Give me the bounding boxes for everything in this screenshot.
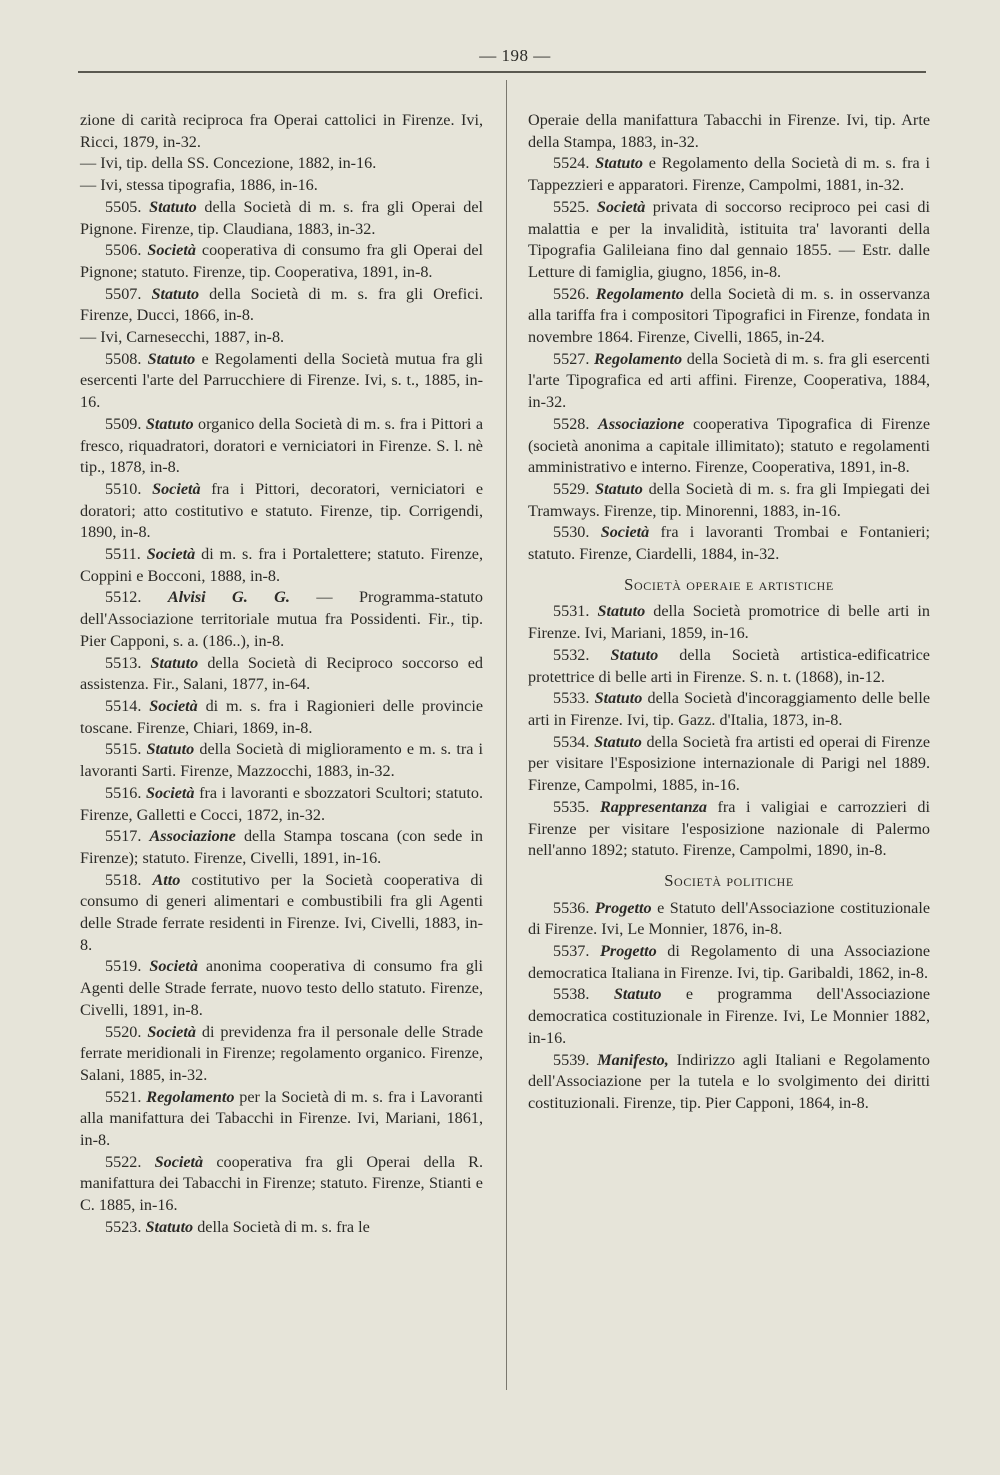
- bibliography-entry: [80, 479, 483, 544]
- bibliography-entry: [80, 349, 483, 414]
- entry-number: 5537.: [553, 942, 590, 961]
- entry-number: 5515.: [105, 740, 142, 759]
- entry-number: 5509.: [105, 414, 142, 433]
- bibliography-entry: [80, 414, 483, 479]
- bibliography-entry: [528, 349, 930, 414]
- entry-keyword: Statuto: [149, 197, 197, 216]
- bibliography-entry: [80, 653, 483, 696]
- bibliography-entry: [80, 587, 483, 652]
- column-divider: [506, 80, 507, 1390]
- entry-number: 5517.: [105, 827, 142, 846]
- entry-text: e Regolamento della Società di m. s. fra i Tappezzieri e apparatori. Firenze, Campolmi, 1881, in-32.: [528, 154, 931, 195]
- left-column: [80, 110, 483, 1239]
- entry-number: 5518.: [105, 870, 142, 889]
- section-heading: Società operaie e artistiche: [624, 574, 834, 594]
- entry-keyword: Statuto: [150, 653, 199, 672]
- entry-number: 5523.: [105, 1217, 142, 1236]
- entry-keyword: Società: [146, 545, 196, 564]
- entry-text: cooperativa di consumo fra gli Operai del Pignone; statuto. Firenze, tip. Cooperativa, 1891, in-8.: [80, 241, 483, 281]
- bibliography-entry: [528, 898, 930, 941]
- bibliography-entry: [528, 522, 930, 565]
- entry-text: della Società di m. s. fra gli Orefici. Firenze, Ducci, 1866, in-8.: [80, 284, 483, 325]
- entry-keyword: Regolamento: [595, 284, 684, 303]
- entry-text: della Società di m. s. fra gli Impiegati dei Tramways. Firenze, tip. Minorenni, 1883, in-16.: [528, 479, 930, 520]
- entry-number: 5521.: [105, 1087, 142, 1106]
- bibliography-entry: [528, 197, 930, 284]
- bibliography-entry: [528, 645, 930, 688]
- entry-text: della Società fra artisti ed operai di Firenze per visitare l'Esposizione internazionale di Parigi nel 1889. Firenze, Campolmi, 1885, in-16.: [528, 732, 931, 795]
- entry-keyword: Progetto: [600, 942, 657, 961]
- right-column: [528, 110, 930, 1115]
- bibliography-entry: [528, 601, 930, 644]
- bibliography-entry: [80, 956, 483, 1021]
- bibliography-entry: [80, 783, 483, 826]
- entry-continuation: Operaie della manifattura Tabacchi in Firenze. Ivi, tip. Arte della Stampa, 1883, in-32.: [528, 111, 930, 151]
- entry-text: della Società di m. s. fra le: [197, 1217, 370, 1236]
- bibliography-entry: [528, 284, 930, 349]
- entry-text: della Società di m. s. fra gli Operai del Pignone. Firenze, tip. Claudiana, 1883, in-32.: [80, 197, 484, 238]
- entry-text: della Società artistica-edificatrice protettrice di belle arti in Firenze. S. n. t. (1868), in-12.: [528, 645, 930, 686]
- entry-keyword: Progetto: [594, 898, 652, 917]
- entry-continuation: — Ivi, stessa tipografia, 1886, in-16.: [80, 176, 318, 195]
- entry-number: 5507.: [105, 284, 142, 303]
- entry-number: 5522.: [105, 1152, 142, 1171]
- entry-keyword: Società: [147, 1022, 196, 1041]
- entry-keyword: Manifesto,: [597, 1050, 669, 1069]
- entry-keyword: Statuto: [147, 349, 196, 368]
- entry-text: e programma dell'Associazione democratica costituzionale in Firenze. Ivi, Le Monnier 1882, in-16.: [528, 985, 931, 1047]
- bibliography-entry: [80, 826, 483, 869]
- entry-keyword: Regolamento: [146, 1087, 235, 1106]
- entry-keyword: Società: [149, 696, 198, 715]
- entry-number: 5536.: [553, 898, 590, 917]
- bibliography-entry: [80, 696, 483, 739]
- entry-text: e Regolamenti della Società mutua fra gli esercenti l'arte del Parrucchiere di Firenze. Ivi, s. t., 1885, in-16.: [80, 349, 483, 412]
- entry-keyword: Statuto: [151, 284, 200, 303]
- entry-continuation: zione di carità reciproca fra Operai cattolici in Firenze. Ivi, Ricci, 1879, in-32.: [80, 111, 483, 151]
- entry-number: 5539.: [553, 1050, 590, 1069]
- entry-number: 5529.: [553, 479, 590, 498]
- bibliography-entry: [528, 479, 930, 522]
- entry-keyword: Statuto: [146, 740, 195, 759]
- entry-text: fra i valigiai e carrozzieri di Firenze per visitare l'esposizione nazionale di Palermo nell'anno 1892; statuto. Firenze, Campolmi, 1890, in-8.: [528, 797, 931, 860]
- entry-keyword: Società: [147, 241, 196, 260]
- entry-text: per la Società di m. s. fra i Lavoranti alla manifattura dei Tabacchi in Firenze. Ivi, Mariani, 1861, in-8.: [80, 1087, 484, 1150]
- entry-keyword: Statuto: [594, 689, 643, 708]
- entry-keyword: Statuto: [595, 154, 643, 173]
- entry-keyword: Società: [145, 783, 195, 802]
- entry-keyword: Società: [600, 523, 650, 542]
- bibliography-entry: [80, 284, 483, 327]
- bibliography-entry: [528, 414, 930, 479]
- bibliography-entry: [528, 1050, 930, 1115]
- entry-number: 5520.: [105, 1022, 142, 1041]
- entry-keyword: Statuto: [595, 479, 643, 498]
- entry-number: 5528.: [553, 414, 590, 433]
- bibliography-entry: [528, 688, 930, 731]
- entry-number: 5531.: [553, 602, 590, 621]
- bibliography-entry: [80, 1087, 483, 1152]
- bibliography-entry: [80, 197, 483, 240]
- entry-text: costitutivo per la Società cooperativa di consumo di generi alimentari e combustibili fra gli Agenti delle Strade ferrate residenti in Firenze. Ivi, Civelli, 1883, in-8.: [80, 870, 484, 954]
- bibliography-entry: [528, 153, 930, 196]
- section-heading: Società politiche: [664, 870, 794, 890]
- entry-keyword: Rappresentanza: [599, 797, 707, 816]
- entry-text: della Società di miglioramento e m. s. tra i lavoranti Sarti. Firenze, Mazzocchi, 1883, in-32.: [80, 740, 484, 781]
- top-rule: [78, 71, 926, 73]
- entry-keyword: Statuto: [613, 985, 662, 1004]
- entry-number: 5524.: [553, 154, 590, 173]
- entry-text: — Programma-statuto dell'Associazione territoriale mutua fra Possidenti. Fir., tip. Pier Capponi, s. a. (186..), in-8.: [80, 588, 484, 650]
- entry-text: della Società di m. s. fra gli esercenti l'arte Tipografica ed arti affini. Firenze, Cooperativa, 1884, in-32.: [528, 349, 930, 412]
- entry-keyword: Statuto: [610, 645, 659, 664]
- bibliography-entry: [80, 544, 483, 587]
- entry-text: e Statuto dell'Associazione costituzionale di Firenze. Ivi, Le Monnier, 1876, in-8.: [528, 898, 931, 939]
- entry-text: privata di soccorso reciproco pei casi di malattia e per la invalidità, istituita tra' lavoranti della Tipografia Galileiana fino dal gennaio 1855. — Estr. dalle Letture di famiglia, giugno, 1856, in-8.: [528, 197, 931, 281]
- entry-text: di Regolamento di una Associazione democratica Italiana in Firenze. Ivi, tip. Garibaldi, 1862, in-8.: [528, 942, 931, 982]
- entry-text: della Stampa toscana (con sede in Firenze); statuto. Firenze, Civelli, 1891, in-16.: [80, 827, 483, 867]
- entry-text: organico della Società di m. s. fra i Pittori a fresco, riquadratori, doratori e verniciatori in Firenze. S. l. nè tip., 1878, in-8.: [80, 414, 484, 477]
- bibliography-entry: [80, 870, 483, 957]
- entry-keyword: Società: [152, 479, 201, 498]
- entry-keyword: Regolamento: [594, 349, 683, 368]
- entry-continuation: — Ivi, tip. della SS. Concezione, 1882, in-16.: [80, 154, 377, 173]
- entry-number: 5514.: [105, 696, 142, 715]
- entry-number: 5525.: [553, 197, 590, 216]
- page-number: — 198 —: [479, 46, 551, 65]
- bibliography-entry: [528, 984, 930, 1049]
- entry-number: 5535.: [553, 797, 590, 816]
- entry-text: cooperativa Tipografica di Firenze (società anonima a capitale illimitato); statuto e regolamenti amministrativo e interno. Firenze, Cooperativa, 1891, in-8.: [528, 414, 930, 477]
- bibliography-entry: [528, 797, 930, 862]
- entry-number: 5510.: [105, 479, 142, 498]
- bibliography-entry: [80, 1217, 483, 1239]
- entry-text: cooperativa fra gli Operai della R. manifattura dei Tabacchi in Firenze; statuto. Firenze, Stianti e C. 1885, in-16.: [80, 1152, 484, 1215]
- entry-keyword: Associazione: [598, 414, 685, 433]
- entry-keyword: Statuto: [145, 1217, 194, 1236]
- entry-text: di m. s. fra i Portalettere; statuto. Firenze, Coppini e Bocconi, 1888, in-8.: [80, 545, 484, 585]
- entry-number: 5512.: [105, 588, 142, 607]
- entry-keyword: Atto: [152, 870, 181, 889]
- bibliography-entry: [80, 1152, 483, 1217]
- entry-text: della Società promotrice di belle arti in Firenze. Ivi, Mariani, 1859, in-16.: [528, 602, 931, 643]
- entry-text: Indirizzo agli Italiani e Regolamento dell'Associazione per la tutela e lo svolgimento dei diritti costituzionali. Firenze, tip. Pier Capponi, 1864, in-8.: [528, 1050, 931, 1112]
- entry-number: 5530.: [553, 523, 590, 542]
- entry-text: della Società d'incoraggiamento delle belle arti in Firenze. Ivi, tip. Gazz. d'Italia, 1873, in-8.: [528, 689, 931, 729]
- entry-keyword: Società: [596, 197, 646, 216]
- bibliography-entry: [528, 941, 930, 984]
- entry-text: anonima cooperativa di consumo fra gli Agenti delle Strade ferrate, nuovo testo dello statuto. Firenze, Civelli, 1891, in-8.: [80, 957, 483, 1019]
- entry-number: 5527.: [553, 349, 590, 368]
- entry-number: 5511.: [105, 545, 141, 564]
- entry-number: 5516.: [105, 783, 142, 802]
- entry-number: 5538.: [553, 985, 590, 1004]
- entry-text: di previdenza fra il personale delle Strade ferrate meridionali in Firenze; regolamento organico. Firenze, Salani, 1885, in-32.: [80, 1022, 483, 1084]
- entry-keyword: Alvisi G. G.: [167, 588, 290, 607]
- entry-number: 5506.: [105, 241, 142, 260]
- entry-keyword: Statuto: [594, 732, 642, 751]
- entry-keyword: Società: [149, 957, 198, 976]
- entry-text: fra i lavoranti e sbozzatori Scultori; statuto. Firenze, Galletti e Cocci, 1872, in-32.: [80, 783, 484, 824]
- bibliography-entry: [80, 240, 483, 283]
- entry-keyword: Statuto: [597, 602, 646, 621]
- entry-keyword: Società: [154, 1152, 204, 1171]
- bibliography-entry: [80, 1022, 483, 1087]
- entry-keyword: Statuto: [145, 414, 194, 433]
- entry-text: fra i Pittori, decoratori, verniciatori e doratori; atto costitutivo e statuto. Firenze, tip. Corrigendi, 1890, in-8.: [80, 479, 484, 542]
- entry-number: 5505.: [105, 197, 142, 216]
- entry-number: 5508.: [105, 349, 142, 368]
- entry-keyword: Associazione: [149, 827, 236, 846]
- entry-number: 5519.: [105, 957, 142, 976]
- bibliography-entry: [528, 732, 930, 797]
- entry-number: 5532.: [553, 645, 590, 664]
- entry-continuation: — Ivi, Carnesecchi, 1887, in-8.: [80, 328, 285, 347]
- entry-text: della Società di m. s. in osservanza alla tariffa fra i compositori Tipografici in Firenze, fondata in novembre 1864. Firenze, Civelli, 1865, in-24.: [528, 284, 931, 347]
- entry-number: 5533.: [553, 689, 590, 708]
- bibliography-entry: [80, 739, 483, 782]
- entry-number: 5526.: [553, 284, 590, 303]
- entry-text: della Società di Reciproco soccorso ed assistenza. Fir., Salani, 1877, in-64.: [80, 653, 483, 694]
- entry-number: 5534.: [553, 732, 590, 751]
- entry-text: fra i lavoranti Trombai e Fontanieri; statuto. Firenze, Ciardelli, 1884, in-32.: [528, 523, 931, 564]
- entry-text: di m. s. fra i Ragionieri delle provincie toscane. Firenze, Chiari, 1869, in-8.: [80, 696, 484, 737]
- entry-number: 5513.: [105, 653, 142, 672]
